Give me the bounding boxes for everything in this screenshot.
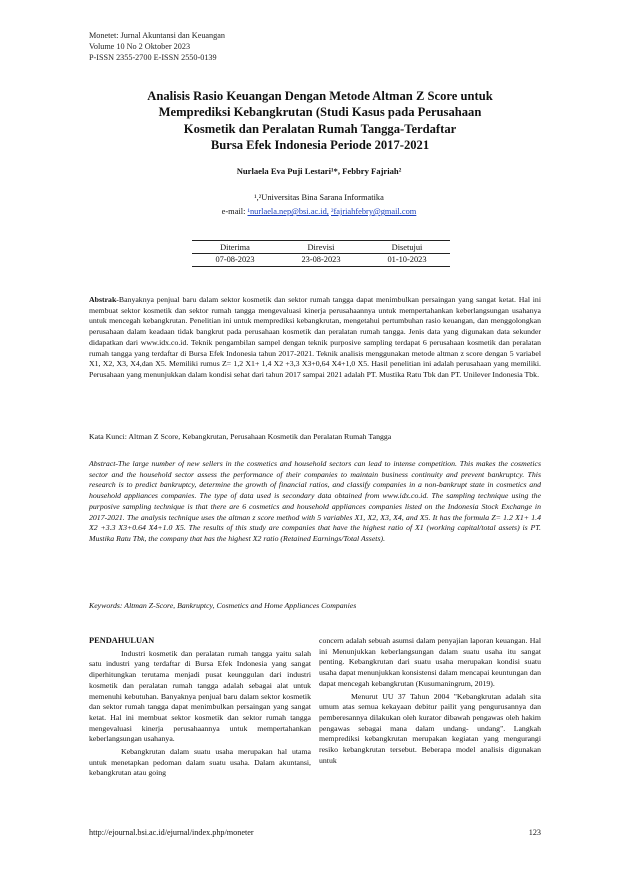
keywords-english: Keywords: Altman Z-Score, Bankruptcy, Cosmetics and Home Appliances Companies [89, 601, 357, 610]
paper-title [96, 88, 544, 154]
email-label: e-mail: [221, 207, 246, 216]
abstract-id-text: -Banyaknya penjual baru dalam sektor kosmetik dan sektor rumah tangga dapat menimbulkan persaingan yang sangat ketat. Hal ini membuat sektor kosmetik dan sektor rumah tangga mengevaluasi kinerja perusahaannya untuk mempertahankan keberlangsungan usahanya untuk mencegah kebangkrutan. Penelitian ini untuk memprediksi kebangkrutan, mengetahui pertumbuhan rasio keuangan, dan menggolongkan perusahaan dalam keadaan tidak bangkrut pada perusahaan kosmetik dan peralatan rumah tangga. Jenis data yang digunakan data sekunder didapatkan dari www.idx.co.id. Teknik pengambilan sampel dengan teknik purposive sampling terdapat 6 perusahaan kosmetik dan peralatan rumah tangga yang terdaftar di Bursa Efek Indonesia tahun 2017-2021. Teknik analisis menggunakan metode altman z score dengan 5 variabel X1, X2, X3, X4,dan X5. Memiliki rumus Z= 1,2 X1+ 1,4 X2 +3,3 X3+0,64 X4+1,0 X5. Hasil penelitian ini adalah perusahaan yang memiliki. Perusahaan yang menunjukkan dalam kondisi sehat dari tahun 2017 sampai 2021 adalah PT. Mustika Ratu Tbk dan PT. Unilever Indonesia Tbk. [89, 295, 541, 379]
email-link-second[interactable]: ²fajriahfebry@gmail.com [330, 207, 417, 216]
date-revised: 23-08-2023 [301, 255, 341, 264]
body-paragraph: concern adalah sebuah asumsi dalam penyajian laporan keuangan. Hal ini Menunjukkan keberlangsungan dalam suatu usaha itu sangat penting. Kebangkrutan dari suatu usaha merupakan kondisi suatu usaha dapat menunjukkan konsistensi dalam mencapai keuntungan dan dapat mencegah kebangkrutan (Kusumaningrum, 2019). [319, 636, 541, 688]
author-list: Nurlaela Eva Puji Lestari¹*, Febbry Fajriah² [236, 166, 402, 176]
date-header-received: Diterima [192, 241, 278, 254]
title-line: Memprediksi Kebangkrutan (Studi Kasus pada Perusahaan [158, 105, 482, 120]
body-column-left [89, 636, 311, 779]
body-paragraph: Menurut UU 37 Tahun 2004 "Kebangkrutan adalah sita umum atas semua kekayaan debitur pailit yang pengurusannya dan pemberesannya dilakukan oleh kurator dibawah pengawas oleh hakim pengawas sebagai mana dalam undang- undang". Langkah memprediksi kebangkrutan merupakan kegiatan yang mengurangi resiko kebangkrutan tersebut. Beberapa model analisis digunakan untuk [319, 691, 541, 765]
date-accepted: 01-10-2023 [387, 255, 427, 264]
date-header-accepted: Disetujui [364, 241, 450, 254]
abstract-english [89, 459, 541, 545]
journal-header [89, 30, 225, 63]
affiliation: ¹,²Universitas Bina Sarana Informatika [254, 193, 384, 202]
body-paragraph: Industri kosmetik dan peralatan rumah tangga yaitu salah satu industri yang terdaftar di Bursa Efek Indonesia yang sangat diperhitungkan terutama menjadi pusat keunggulan dari industri kosmetik dan peralatan rumah tangga adalah sebagai alat untuk memenuhi kebutuhan. Banyaknya penjual baru dalam sektor kosmetik dan sektor rumah tangga dapat menimbulkan persaingan yang sangat ketat. Hal ini membuat sektor kosmetik dan sektor rumah tangga mengevaluasi kinerja perusahaannya untuk mempertahankan keberlangsungan usahanya. [89, 648, 311, 744]
abstract-indonesian [89, 295, 541, 381]
email-link-first[interactable]: ¹nurlaela.nep@bsi.ac.id, [247, 207, 329, 216]
date-received: 07-08-2023 [215, 255, 255, 264]
journal-issn: P-ISSN 2355-2700 E-ISSN 2550-0139 [89, 53, 217, 62]
abstract-en-lead: Abstract [89, 459, 116, 468]
journal-volume: Volume 10 No 2 Oktober 2023 [89, 42, 191, 51]
journal-name: Monetet: Jurnal Akuntansi dan Keuangan [89, 31, 225, 40]
section-heading: PENDAHULUAN [89, 636, 155, 645]
footer-url[interactable]: http://ejournal.bsi.ac.id/ejurnal/index.php/moneter [89, 828, 254, 837]
dates-table [192, 240, 450, 267]
body-paragraph: Kebangkrutan dalam suatu usaha merupakan hal utama untuk menetapkan pedoman dalam suatu usaha. Dalam akuntansi, kebangkrutan atau going [89, 747, 311, 778]
page-number: 123 [528, 828, 541, 837]
body-column-right [319, 636, 541, 766]
abstract-en-text: -The large number of new sellers in the cosmetics and household sectors can lead to intense competition. This makes the cosmetics sector and the household sector assess the performance of their companies to maintain business continuity and prevent bankruptcy. This research is to predict bankruptcy, determine the growth of financial ratios, and classify companies in a non-bankrupt state in cosmetics and household appliances companies. The type of data used is secondary data obtained from www.idx.co.id. The sampling technique using the purposive sampling technique is that there are 6 cosmetics and household appliances companies listed on the Indonesia Stock Exchange in 2017-2021. The analysis technique uses the altman z score method with 5 variables X1, X2, X3, X4, and X5. It has the formula Z= 1.2 X1+ 1.4 X2 +3.3 X3+0.64 X4+1.0 X5. The results of this study are companies that have the highest ratio of X1 (working capital/total assets) is PT. Mustika Ratu Tbk, the company that has the highest X2 ratio (Retained Earnings/Total Assets). [89, 459, 541, 543]
email-line [89, 207, 549, 216]
abstract-id-lead: Abstrak [89, 295, 117, 304]
title-line: Analisis Rasio Keuangan Dengan Metode Altman Z Score untuk [147, 89, 493, 103]
title-line: Kosmetik dan Peralatan Rumah Tangga-Terdaftar [183, 121, 457, 136]
keywords-indonesian: Kata Kunci: Altman Z Score, Kebangkrutan, Perusahaan Kosmetik dan Peralatan Rumah Tangga [89, 432, 392, 441]
title-line: Bursa Efek Indonesia Periode 2017-2021 [210, 138, 430, 153]
date-header-revised: Direvisi [278, 241, 364, 254]
